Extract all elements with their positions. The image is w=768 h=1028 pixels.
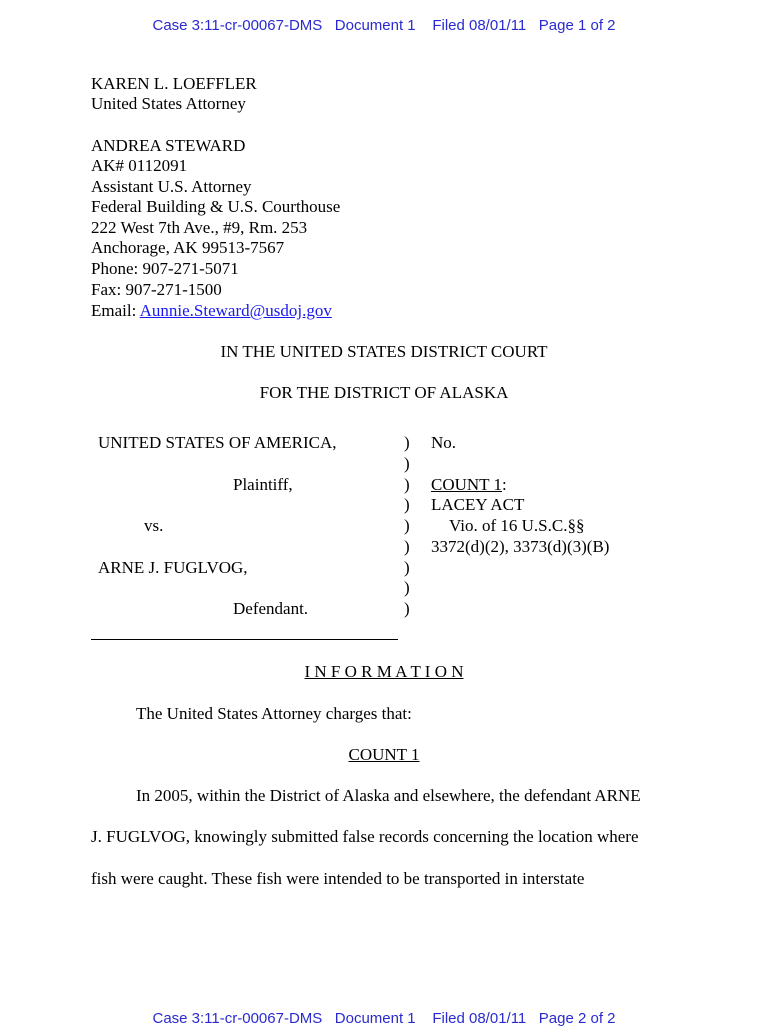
fax-number: Fax: 907-271-1500 [91, 280, 222, 299]
assistant-name: ANDREA STEWARD [91, 136, 246, 155]
next-page-header: Case 3:11-cr-00067-DMS Document 1 Filed 08/01/11 Page 2 of 2 [152, 1010, 616, 1027]
caption-paren: ) [404, 578, 410, 597]
statute-name: LACEY ACT [431, 495, 525, 514]
assistant-title: Assistant U.S. Attorney [91, 177, 252, 196]
address-street: 222 West 7th Ave., #9, Rm. 253 [91, 218, 308, 237]
caption-paren: ) [404, 475, 410, 494]
count-label-colon: : [502, 475, 507, 494]
caption-paren: ) [404, 537, 410, 556]
versus: vs. [144, 516, 164, 535]
address-building: Federal Building & U.S. Courthouse [91, 197, 341, 216]
plaintiff-role: Plaintiff, [233, 475, 293, 494]
intro-line: The United States Attorney charges that: [136, 704, 412, 723]
caption-paren: ) [404, 599, 410, 618]
attorney-name: KAREN L. LOEFFLER [91, 74, 257, 93]
attorney-title: United States Attorney [91, 94, 246, 113]
court-district: FOR THE DISTRICT OF ALASKA [259, 383, 509, 402]
phone-number: Phone: 907-271-5071 [91, 259, 239, 278]
paragraph-line: J. FUGLVOG, knowingly submitted false records concerning the location where [91, 827, 639, 846]
violation-citation: Vio. of 16 U.S.C.§§ [449, 516, 585, 535]
defendant-role: Defendant. [233, 599, 309, 618]
caption-paren: ) [404, 495, 410, 514]
address-city: Anchorage, AK 99513-7567 [91, 238, 285, 257]
email-link[interactable]: Aunnie.Steward@usdoj.gov [139, 301, 332, 320]
count-label-text: COUNT 1 [431, 475, 502, 494]
email-line [91, 301, 332, 321]
paragraph-line: In 2005, within the District of Alaska and elsewhere, the defendant ARNE [136, 786, 641, 805]
court-name: IN THE UNITED STATES DISTRICT COURT [220, 342, 548, 361]
page-header: Case 3:11-cr-00067-DMS Document 1 Filed 08/01/11 Page 1 of 2 [152, 17, 616, 34]
assistant-bar-number: AK# 0112091 [91, 156, 188, 175]
caption-underline [91, 639, 398, 640]
caption-paren: ) [404, 454, 410, 473]
document-title: I N F O R M A T I O N [304, 662, 464, 681]
plaintiff-name: UNITED STATES OF AMERICA, [98, 433, 337, 452]
caption-paren: ) [404, 433, 410, 452]
caption-paren: ) [404, 558, 410, 577]
email-label: Email: [91, 301, 140, 320]
caption-paren: ) [404, 516, 410, 535]
paragraph-line: fish were caught. These fish were intended to be transported in interstate [91, 869, 585, 888]
defendant-name: ARNE J. FUGLVOG, [98, 558, 248, 577]
count-heading: COUNT 1 [348, 745, 420, 764]
violation-sections: 3372(d)(2), 3373(d)(3)(B) [431, 537, 610, 556]
count-label [431, 475, 507, 495]
case-number: No. [431, 433, 457, 452]
